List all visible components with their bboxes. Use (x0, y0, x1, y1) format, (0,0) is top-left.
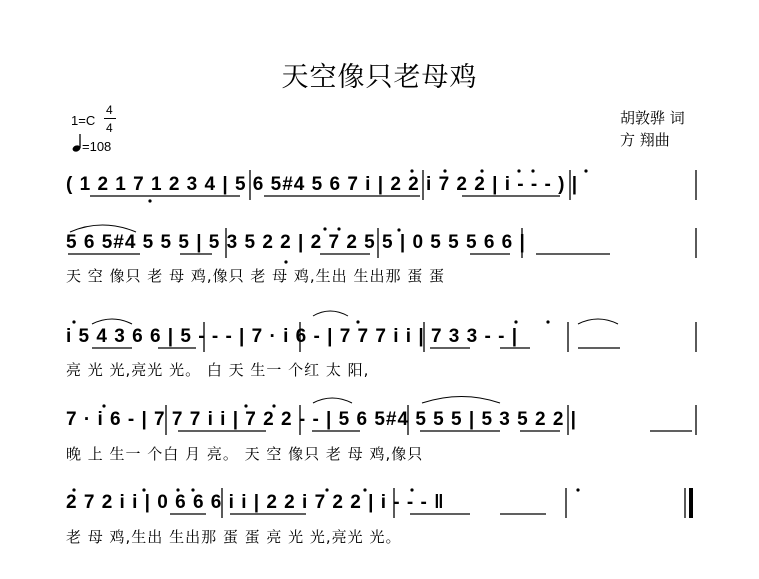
stave-3-notes: i 5 4 3 6 6 | 5 - - - | 7 · i 6 - | 7 7 7 i i | 7 3 3 - - | (66, 326, 519, 347)
song-title: 天空像只老母鸡 (281, 62, 478, 93)
stave-5-notes: 2 7 2 i i | 0 6 6 6 i i | 2 2 i 7 2 2 | i - - - ‖ (66, 492, 445, 513)
underline-beams (68, 196, 692, 514)
time-signature-bottom: 4 (106, 121, 113, 135)
stave-3-lyrics: 亮 光 光,亮光 光。 白 天 生一 个红 太 阳, (66, 361, 370, 379)
time-signature-top: 4 (106, 103, 113, 117)
stave-4-notes: 7 · i 6 - | 7 7 7 i i | 7 2 2 - - | 5 6 5#4 5 5 5 | 5 3 5 2 2 | (66, 409, 577, 430)
stave-5-lyrics: 老 母 鸡,生出 生出那 蛋 蛋 亮 光 光,亮光 光。 (66, 528, 402, 546)
key-signature: 1=C (71, 113, 96, 128)
stave-1-notes: ( 1 2 1 7 1 2 3 4 | 5 6 5#4 5 6 7 i | 2 2 i 7 2 2 | i - - - ) | (66, 174, 579, 195)
tempo-marking: =108 (82, 139, 112, 154)
composer-credit: 方 翔曲 (620, 131, 670, 149)
stave-2-lyrics: 天 空 像只 老 母 鸡,像只 老 母 鸡,生出 生出那 蛋 蛋 (66, 267, 445, 285)
stave-4-lyrics: 晚 上 生一 个白 月 亮。 天 空 像只 老 母 鸡,像只 (66, 445, 424, 463)
slur-arcs (70, 225, 618, 403)
lyricist-credit: 胡敦骅 词 (620, 109, 685, 127)
bar-lines (166, 170, 696, 518)
stave-2-notes: 5 6 5#4 5 5 5 | 5 3 5 2 2 | 2 7 2 5 5 | 0 5 5 5 6 6 | (66, 232, 526, 253)
octave-dots (72, 169, 587, 491)
